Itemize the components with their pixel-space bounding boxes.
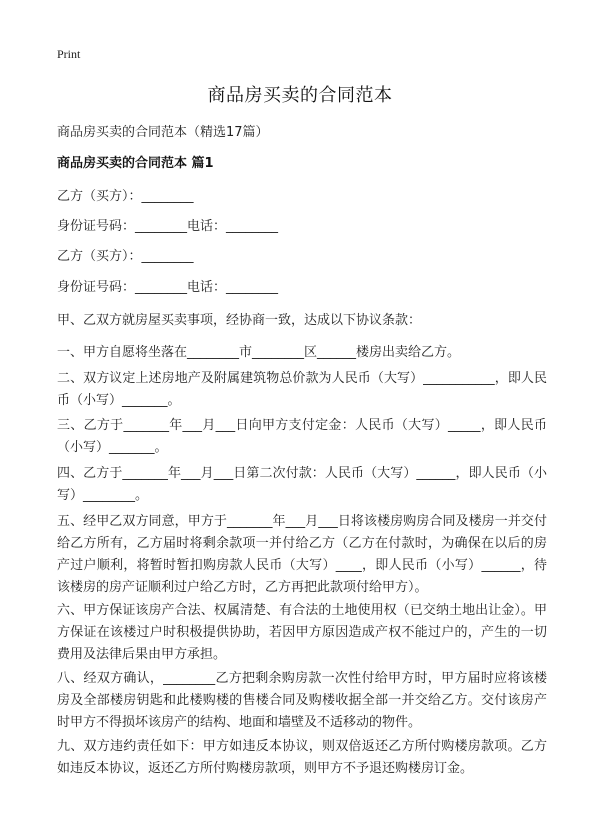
agreement-intro: 甲、乙双方就房屋买卖事项，经协商一致，达成以下协议条款： — [57, 313, 422, 328]
clause-1: 一、甲方自愿将坐落在________市________区______楼房出卖给乙方。 — [57, 345, 461, 360]
clause-8: 八、经双方确认，________乙方把剩余购房款一次性付给甲方时，甲方届时应将该楼房及全部楼房钥匙和此楼购楼的售楼合同及购楼收据全部一并交给乙方。交付该房产时甲方不得损坏该房产的结构、地面和墙壁及不适移动的物件。 — [57, 671, 547, 730]
print-link[interactable]: Print — [57, 47, 81, 61]
clause-3: 三、乙方于_______年___月___日向甲方支付定金：人民币（大写）_____，即人民币（小写）_______。 — [57, 418, 547, 455]
document-subtitle: 商品房买卖的合同范本（精选17篇） — [57, 125, 269, 140]
section-heading: 商品房买卖的合同范本 篇1 — [57, 156, 214, 171]
id-phone-line-1: 身份证号码：________电话：________ — [57, 219, 279, 234]
clause-2: 二、双方议定上述房地产及附属建筑物总价款为人民币（大写）___________，即人民币（小写）_______。 — [57, 371, 547, 408]
clause-6: 六、甲方保证该房产合法、权属清楚、有合法的土地使用权（已交纳土地出让金）。甲方保证在该楼过户时积极提供协助，若因甲方原因造成产权不能过户的，产生的一切费用及法律后果由甲方承担。 — [57, 603, 547, 662]
clause-4: 四、乙方于_______年___月___日第二次付款：人民币（大写）______，即人民币（小写）________。 — [57, 466, 547, 503]
buyer-line-2: 乙方（买方）：________ — [57, 249, 194, 264]
buyer-line-1: 乙方（买方）：________ — [57, 189, 194, 204]
id-phone-line-2: 身份证号码：________电话：________ — [57, 280, 279, 295]
document-title: 商品房买卖的合同范本 — [207, 85, 393, 106]
clause-9: 九、双方违约责任如下：甲方如违反本协议，则双倍返还乙方所付购楼房款项。乙方如违反本协议，返还乙方所付购楼房款项，则甲方不予退还购楼房订金。 — [57, 739, 547, 776]
clause-5: 五、经甲乙双方同意，甲方于_______年___月___日将该楼房购房合同及楼房一并交付给乙方所有，乙方届时将剩余款项一并付给乙方（乙方在付款时，为确保在以后的房产过户顺利，将暂时暂扣购房款人民币（大写）____，即人民币（小写）______，待该楼房的房产证顺利过户给乙方时，乙方再把此款项付给甲方）。 — [57, 514, 547, 595]
